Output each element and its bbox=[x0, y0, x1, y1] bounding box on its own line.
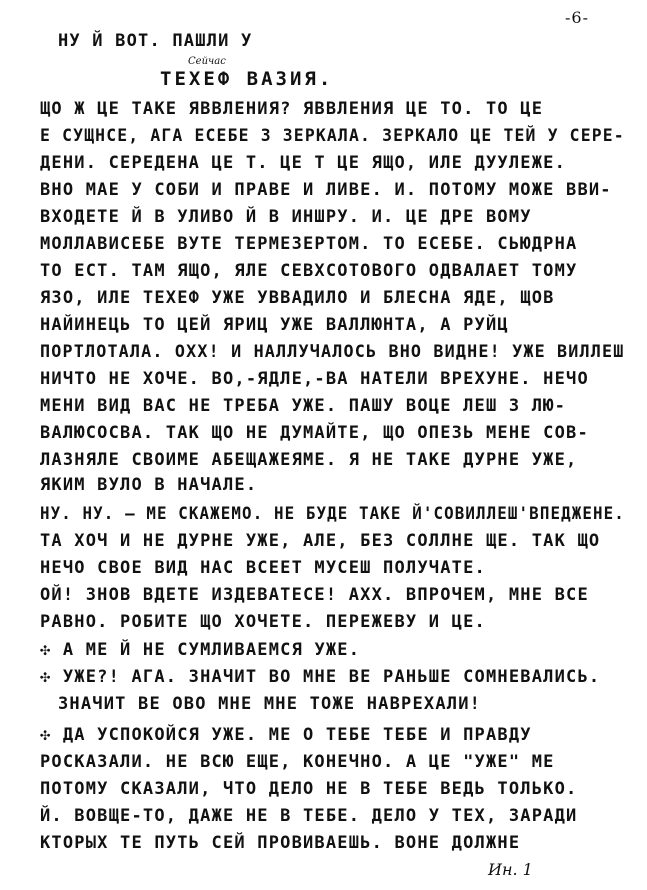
page-number: -6- bbox=[565, 8, 589, 27]
text-line-12: ПОРТЛОТАЛА. ОХХ! И НАЛЛУЧАЛОСЬ ВНО ВИДНЕ! УЖЕ ВИЛЛЕШ bbox=[40, 342, 625, 362]
text-line-13: НИЧТО НЕ ХОЧЕ. ВО,-ЯДЛЕ,-ВА НАТЕЛИ ВРЕХУНЕ. НЕЧО bbox=[40, 369, 589, 389]
interlinear-annotation: Сейчас bbox=[188, 56, 226, 67]
text-line-16: ЛАЗНЯЛЕ СВОИМЕ АБЕЩАЖЕЯМЕ. Я НЕ ТАКЕ ДУРНЕ УЖЕ, bbox=[40, 450, 578, 470]
text-line-14: МЕНИ ВИД ВАС НЕ ТРЕБА УЖЕ. ПАШУ ВОЦЕ ЛЕШ З ЛЮ- bbox=[40, 396, 567, 416]
text-line-6: ВНО МАЕ У СОБИ И ПРАВЕ И ЛИВЕ. И. ПОТОМУ МОЖЕ ВВИ- bbox=[40, 180, 612, 200]
text-line-18: НУ. НУ. — МЕ СКАЖЕМО. НЕ БУДЕ ТАКЕ Й'СОВИЛЛЕШ'ВПЕДЖЕНЕ. bbox=[40, 504, 625, 524]
text-line-22: РАВНО. РОБИТЕ ЩО ХОЧЕТЕ. ПЕРЕЖЕВУ И ЦЕ. bbox=[40, 612, 486, 632]
text-line-27: РОСКАЗАЛИ. НЕ ВСЮ ЕЩЕ, КОНЕЧНО. А ЦЕ "УЖЕ" МЕ bbox=[40, 752, 555, 772]
text-line-15: ВАЛЮСОСВА. ТАК ЩО НЕ ДУМАЙТЕ, ЩО ОПЕЗЬ МЕНЕ СОВ- bbox=[40, 423, 589, 443]
text-line-30: КТОРЫХ ТЕ ПУТЬ СЕЙ ПРОВИВАЕШЬ. ВОНЕ ДОЛЖНЕ bbox=[40, 833, 521, 853]
text-line-20: НЕЧО СВОЕ ВИД НАС ВСЕЕТ МУСЕШ ПОЛУЧАТЕ. bbox=[40, 558, 486, 578]
text-line-23 bbox=[40, 639, 360, 661]
text-line-17: ЯКИМ ВУЛО В НАЧАЛЕ. bbox=[40, 475, 258, 495]
text-line-29: Й. ВОВЩЕ-ТО, ДАЖЕ НЕ В ТЕБЕ. ДЕЛО У ТЕХ, ЗАРАДИ bbox=[40, 806, 578, 826]
text-line-25: ЗНАЧИТ ВЕ ОВО МНЕ МНЕ ТОЖЕ НАВРЕХАЛИ! bbox=[58, 694, 482, 714]
text-line-24-content: УЖЕ?! АГА. ЗНАЧИТ ВО МНЕ ВЕ РАНЬШЕ СОМНЕВАЛИСЬ. bbox=[62, 667, 601, 687]
text-line-4: Е СУЩНСЕ, АГА ЕСЕБЕ З ЗЕРКАЛА. ЗЕРКАЛО ЦЕ ТЕЙ У СЕРЕ- bbox=[40, 126, 625, 146]
text-line-9: ТО ЕСТ. ТАМ ЯЩО, ЯЛЕ СЕВХСОТОВОГО ОДВАЛАЕТ ТОМУ bbox=[40, 261, 578, 281]
text-line-8: МОЛЛАВИСЕБЕ ВУТЕ ТЕРМЕЗЕРТОМ. ТО ЕСЕБЕ. СЬЮДРНА bbox=[40, 234, 578, 254]
signature-mark: Ин. 1 bbox=[488, 860, 533, 879]
text-line-2: ТЕХЕФ ВАЗИЯ. bbox=[160, 68, 334, 90]
swirl-mark-icon: ✣ bbox=[40, 667, 52, 687]
text-line-3: ЩО Ж ЦЕ ТАКЕ ЯВВЛЕНИЯ? ЯВВЛЕНИЯ ЦЕ ТО. ТО ЦЕ bbox=[40, 99, 544, 119]
text-line-28: ПОТОМУ СКАЗАЛИ, ЧТО ДЕЛО НЕ В ТЕБЕ ВЕДЬ ТОЛЬКО. bbox=[40, 779, 578, 799]
text-line-26 bbox=[40, 724, 532, 746]
text-line-5: ДЕНИ. СЕРЕДЕНА ЦЕ Т. ЦЕ Т ЦЕ ЯЩО, ИЛЕ ДУУЛЕЖЕ. bbox=[40, 153, 567, 173]
text-line-19: ТА ХОЧ И НЕ ДУРНЕ УЖЕ, АЛЕ, БЕЗ СОЛЛНЕ ЩЕ. ТАК ЩО bbox=[40, 531, 601, 551]
text-line-26-content: ДА УСПОКОЙСЯ УЖЕ. МЕ О ТЕБЕ ТЕБЕ И ПРАВДУ bbox=[62, 725, 532, 745]
text-line-7: ВХОДЕТЕ Й В УЛИВО Й В ИНШРУ. И. ЦЕ ДРЕ ВОМУ bbox=[40, 207, 532, 227]
swirl-mark-icon: ✣ bbox=[40, 725, 52, 745]
swirl-mark-icon: ✣ bbox=[40, 640, 52, 660]
text-line-1: НУ Й ВОТ. ПАШЛИ У bbox=[58, 31, 253, 51]
text-line-21: ОЙ! ЗНОВ ВДЕТЕ ИЗДЕВАТЕСЕ! АХХ. ВПРОЧЕМ, МНЕ ВСЕ bbox=[40, 585, 589, 605]
text-line-24 bbox=[40, 666, 600, 688]
text-line-10: ЯЗО, ИЛЕ ТЕХЕФ УЖЕ УВВАДИЛО И БЛЕСНА ЯДЕ, ЩОВ bbox=[40, 288, 555, 308]
text-line-11: НАЙИНЕЦЬ ТО ЦЕЙ ЯРИЦ УЖЕ ВАЛЛЮНТА, А РУЙЦ bbox=[40, 315, 509, 335]
text-line-23-content: А МЕ Й НЕ СУМЛИВАЕМСЯ УЖЕ. bbox=[62, 640, 361, 660]
